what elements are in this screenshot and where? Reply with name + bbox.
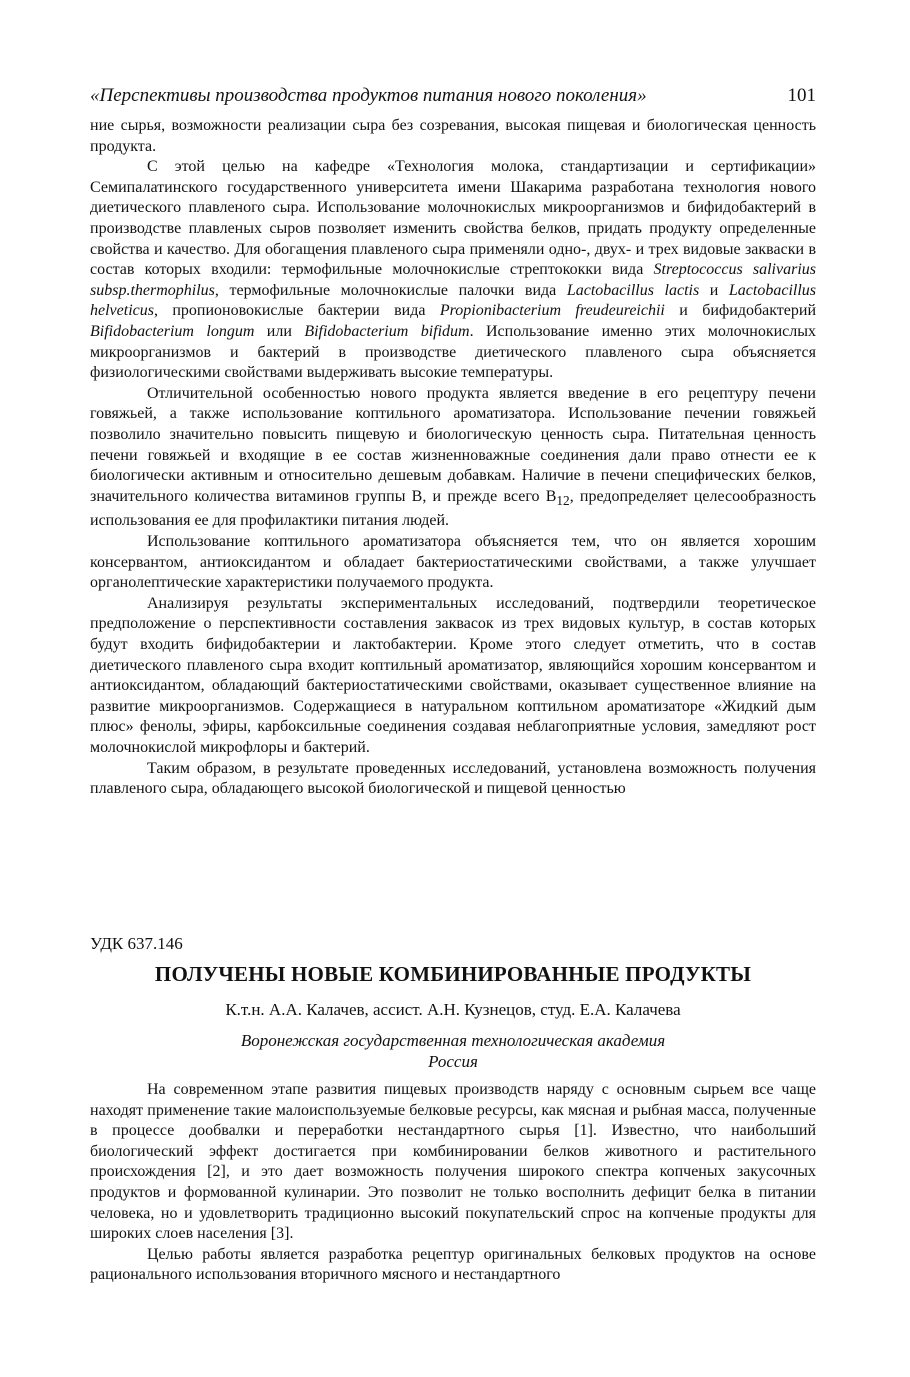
species-name: Streptococcus salivarius subsp.thermophilus: [90, 261, 816, 299]
paragraph: На современном этапе развития пищевых производств наряду с основным сырьем все чаще находят применение такие малоиспользуемые белковые ресурсы, как мясная и рыбная масса, полученные в процессе дообвалки и переработки нестандартного сырья [1]. Известно, что наибольший биологический эффект достигается при комбинировании белков животного и растительного происхождения [2], и это дает возможность получения широкого спектра копченых закусочных продуктов и формованной кулинарии. Это позволит не только восполнить дефицит белка в питании человека, но и удовлетворить традиционно высокий покупательский спрос на копченые продукты для широких слоев населения [3].: [90, 1081, 816, 1243]
species-name: Lactobacillus helveticus: [90, 281, 816, 320]
running-header: [90, 84, 816, 108]
running-title: «Перспективы производства продуктов питания нового поколения»: [90, 85, 647, 106]
paragraph: Целью работы является разработка рецептур оригинальных белковых продуктов на основе рационального использования вторичного мясного и нестандартного: [90, 1245, 816, 1284]
country: Россия: [428, 1052, 478, 1071]
paragraph: Анализируя результаты экспериментальных исследований, подтвердили теоретическое предположение о перспективности составления заквасок из трех видовых культур, в состав которых будут входить бифидобактерии и лактобактерии. Кроме этого следует отметить, что в состав диетического плавленого сыра входит коптильный ароматизатор, являющийся хорошим консервантом и антиоксидантом, обладающий бактериостатическими свойствами, оказывает существенное влияние на развитие микроорганизмов. Содержащиеся в натуральном коптильном ароматизаторе «Жидкий дым плюс» фенолы, эфиры, карбоксильные соединения создавая неблагоприятные условия, замедляют рост молочнокислой микрофлоры и бактерий.: [90, 594, 816, 756]
text-run: или: [254, 322, 305, 340]
affiliation: Воронежская государственная технологическая академия: [240, 1031, 666, 1050]
article2-body: [90, 1080, 816, 1286]
article1-body: [90, 116, 816, 800]
text-run: , пропионовокислые бактерии вида: [153, 302, 440, 320]
species-name: Bifidobacterium longum: [90, 322, 255, 340]
text-run: Отличительной особенностью нового продукта является введение в его рецептуру печени говяжьей, а также использование коптильного ароматизатора. Использование печении говяжьей позволило значительно повысить пищевую и биологическую ценность сыра. Питательная ценность печени говяжьей и входящие в ее состав жизненноважные соединения дали право отнести ее к биологически активным и относительно дешевым добавкам. Наличие в печени специфических белков, значительного количества витаминов группы В, и прежде всего B: [90, 384, 816, 505]
page-number: 101: [787, 85, 816, 106]
species-name: Propionibacterium freudeureichii: [439, 302, 665, 320]
paragraph: Таким образом, в результате проведенных исследований, установлена возможность получения плавленого сыра, обладающего высокой биологической и пищевой ценностью: [90, 759, 816, 798]
text-run: и: [699, 281, 729, 299]
text-run: , термофильные молочнокислые палочки вида: [214, 281, 567, 299]
text-run: и бифидобактерий: [664, 302, 817, 320]
article-title: ПОЛУЧЕНЫ НОВЫЕ КОМБИНИРОВАННЫЕ ПРОДУКТЫ: [154, 962, 752, 986]
species-name: Lactobacillus lactis: [566, 281, 700, 299]
udk-code: УДК 637.146: [90, 934, 183, 953]
paragraph: Использование коптильного ароматизатора объясняется тем, что он является хорошим консервантом, антиоксидантом и обладает бактериостатическими свойствами, а также улучшает органолептические характеристики получаемого продукта.: [90, 533, 816, 592]
paragraph: [90, 157, 816, 384]
paragraph: ние сырья, возможности реализации сыра без созревания, высокая пищевая и биологическая ценность продукта.: [90, 117, 816, 155]
paragraph: [90, 384, 816, 532]
authors: К.т.н. А.А. Калачев, ассист. А.Н. Кузнецов, студ. Е.А. Калачева: [225, 1000, 681, 1019]
text-run: . Использование именно этих молочнокислых микроорганизмов и бактерий в производстве диетического плавленого сыра объясняется физиологическими свойствами выдерживать высокие температуры.: [90, 322, 816, 382]
text-run: С этой целью на кафедре «Технология молока, стандартизации и сертификации» Семипалатинского государственного университета имени Шакарима разработана технология нового диетического плавленого сыра. Использование молочнокислых микроорганизмов и бифидобактерий в производстве плавленых сыров позволяет изменить свойства белков, придать продукту определенные свойства и качество. Для обогащения плавленого сыра применяли одно-, двух- и трех видовые закваски в состав которых входили: термофильные молочнокислые стрептококки вида: [90, 158, 816, 279]
species-name: Bifidobacterium bifidum: [304, 322, 470, 340]
subscript: 12: [556, 492, 570, 508]
affiliation-block: [90, 1030, 816, 1072]
text-run: , предопределяет целесообразность использования ее для профилактики питания людей.: [90, 487, 817, 530]
